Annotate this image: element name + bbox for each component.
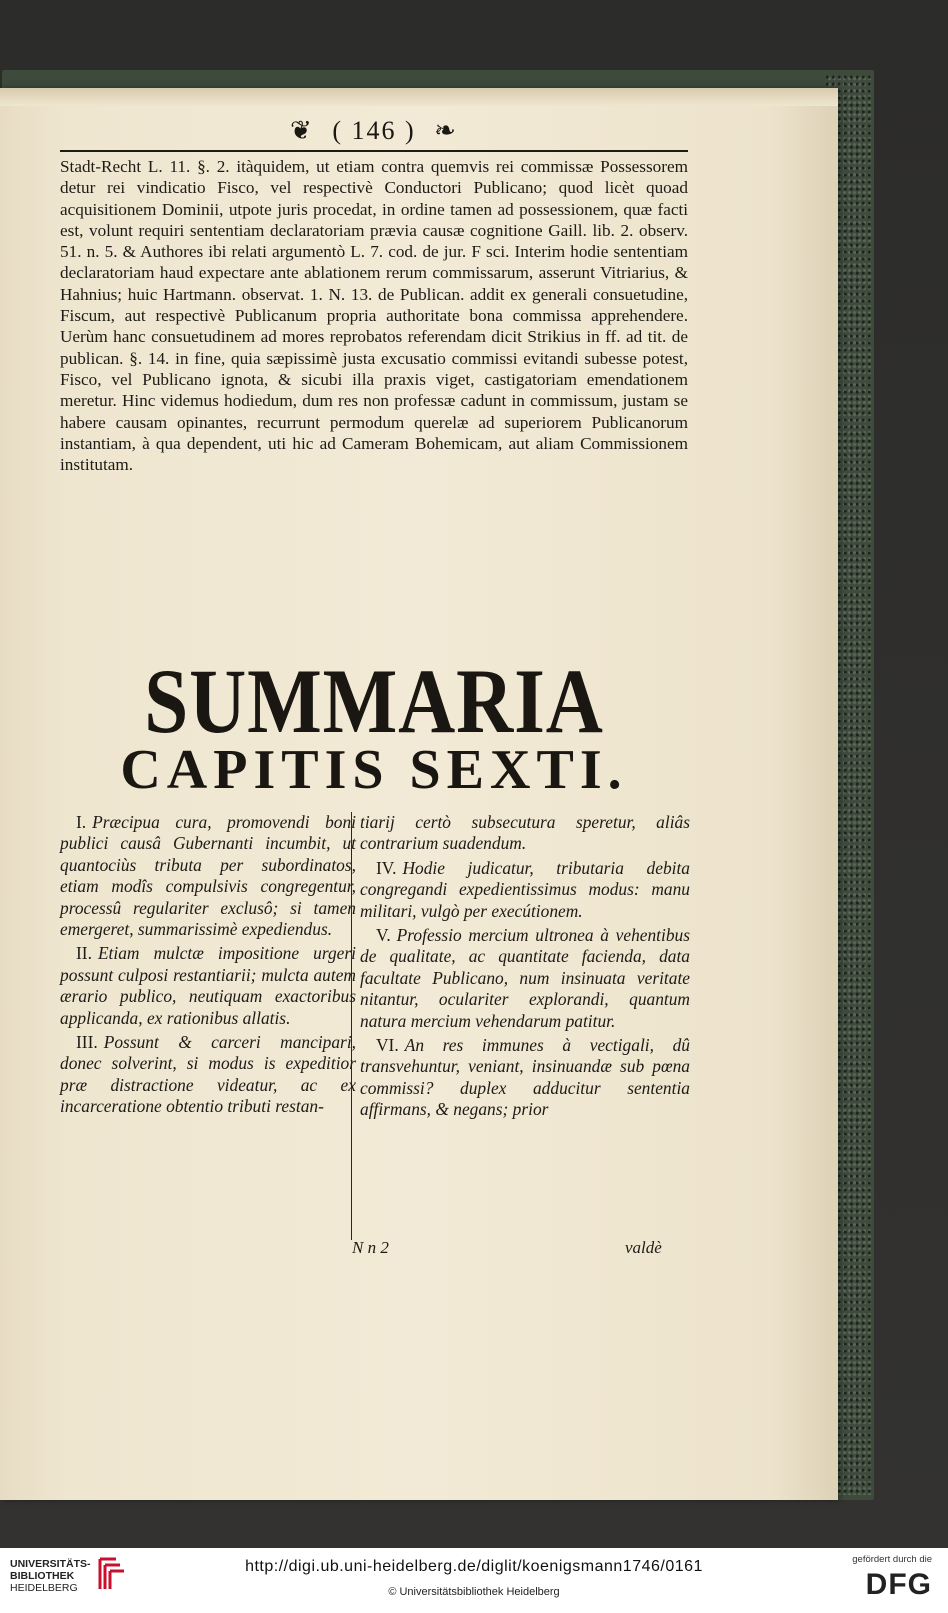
signature-mark: N n 2	[352, 1238, 389, 1257]
section-title: SUMMARIA	[144, 650, 604, 752]
body-paragraph: Stadt-Recht L. 11. §. 2. itàquidem, ut etiam contra quemvis rei commissæ Possessorem detur rei vindicatio Fisco, vel respectivè Conductori Publicano; quod licèt quoad acquisitionem Dominii, utpote juris procedat, in ordine tamen ad possessionem, quæ facti est, volunt requiri sententiam declaratoriam prævia causæ cognitione Gaill. lib. 2. observ. 51. n. 5. & Authores ibi relati argumentò L. 7. cod. de jur. F sci. Interim hodie sententiam declaratoriam haud expectare ante ablationem rerum commissarum, asserunt Vitriarius, & Hahnius; huic Hartmann. observat. 1. N. 13. de Publican. addit ex generali consuetudine, Fiscum, aut respectivè Publicanum propria authoritate bona commissa apprehendere. Uerùm hanc consuetudinem ad mores reprobatos referendam dicit Strikius in ff. ad tit. de publican. §. 14. in fine, quia sæpissimè justa excusatio commissi evitandi subesse potest, Fisco, vel Publicano ignota, & sicubi illa praxis viget, castigatoriam emendationem meretur. Hinc videmus hodiedum, dum res non professæ cadunt in commissum, justam se habere causam opinantes, recurrunt permodum querelæ ad superiorem Publicanorum instantiam, à qua dependent, uti hic ad Cameram Bohemicam, aut aliam Commissionem institutam.	[60, 157, 688, 475]
summary-item	[360, 1035, 690, 1121]
funding-note: gefördert durch die	[852, 1554, 932, 1565]
item-number: II.	[76, 943, 92, 964]
body-text	[60, 156, 688, 475]
summary-item	[60, 812, 356, 940]
summary-item	[360, 858, 690, 922]
summary-item	[60, 1032, 356, 1118]
item-text: Professio mercium ultronea à vehentibus de qualitate, ac quantitate facienda, data facultate Publicano, num insinuata veritate nitantur, oculariter explorandi, quantum natura mercium vehendarum patitur.	[360, 925, 690, 1031]
item-number: V.	[376, 925, 391, 946]
item-text: tiarij certò subsecutura speretur, aliâs contrarium suadendum.	[360, 812, 690, 854]
item-number: IV.	[376, 857, 397, 878]
left-column	[60, 812, 356, 1121]
fleuron-left-icon: ❦	[290, 116, 314, 145]
copyright-notice: © Universitätsbibliothek Heidelberg	[388, 1586, 560, 1598]
summary-item	[60, 943, 356, 1029]
library-name-line1: UNIVERSITÄTS-	[10, 1558, 91, 1570]
item-text: Etiam mulctæ impositione urgeri possunt culposi restantiarii; mulcta autem ærario publico, neutiquam exactoribus applicanda, ex rationibus allatis.	[60, 943, 356, 1028]
page-number: ( 146 )	[332, 116, 416, 145]
item-text: Possunt & carceri mancipari, donec solverint, si modus is expeditior præ distractione videatur, ac ex incarceratione obtentio tributi restan-	[60, 1032, 356, 1117]
running-head	[60, 116, 688, 146]
fleuron-right-icon: ❧	[434, 116, 458, 145]
item-number: I.	[76, 812, 87, 832]
summary-item	[360, 925, 690, 1032]
viewer-footer	[0, 1548, 948, 1613]
permalink-url[interactable]: http://digi.ub.uni-heidelberg.de/diglit/koenigsmann1746/0161	[245, 1558, 703, 1575]
section-subtitle: CAPITIS SEXTI.	[120, 739, 628, 801]
header-rule	[60, 150, 688, 152]
summary-item-continued	[360, 812, 690, 855]
item-text: Præcipua cura, promovendi boni publici causâ Gubernanti incumbit, ut quantociùs tributa per subordinatos, etiam modîs compulsivis congregentur, processû regulariter exclusô; si tamen emergeret, summarissimè expediendus.	[60, 812, 356, 940]
item-number: III.	[76, 1032, 98, 1053]
item-number: VI.	[376, 1035, 399, 1056]
library-name-line2: BIBLIOTHEK	[10, 1570, 75, 1582]
dfg-logo[interactable]: DFG	[865, 1568, 932, 1601]
item-text: An res immunes à vectigali, dû transvehuntur, veniant, insinuandæ sub pœna commissi? duplex adducitur sententia affirmans, & negans; prior	[360, 1035, 690, 1120]
right-column	[360, 812, 690, 1124]
catchword: valdè	[625, 1238, 662, 1257]
item-text: Hodie judicatur, tributaria debita congregandi expedientissimus modus: manu militari, vulgò per execútionem.	[360, 857, 690, 921]
library-name-line3: HEIDELBERG	[10, 1582, 78, 1594]
